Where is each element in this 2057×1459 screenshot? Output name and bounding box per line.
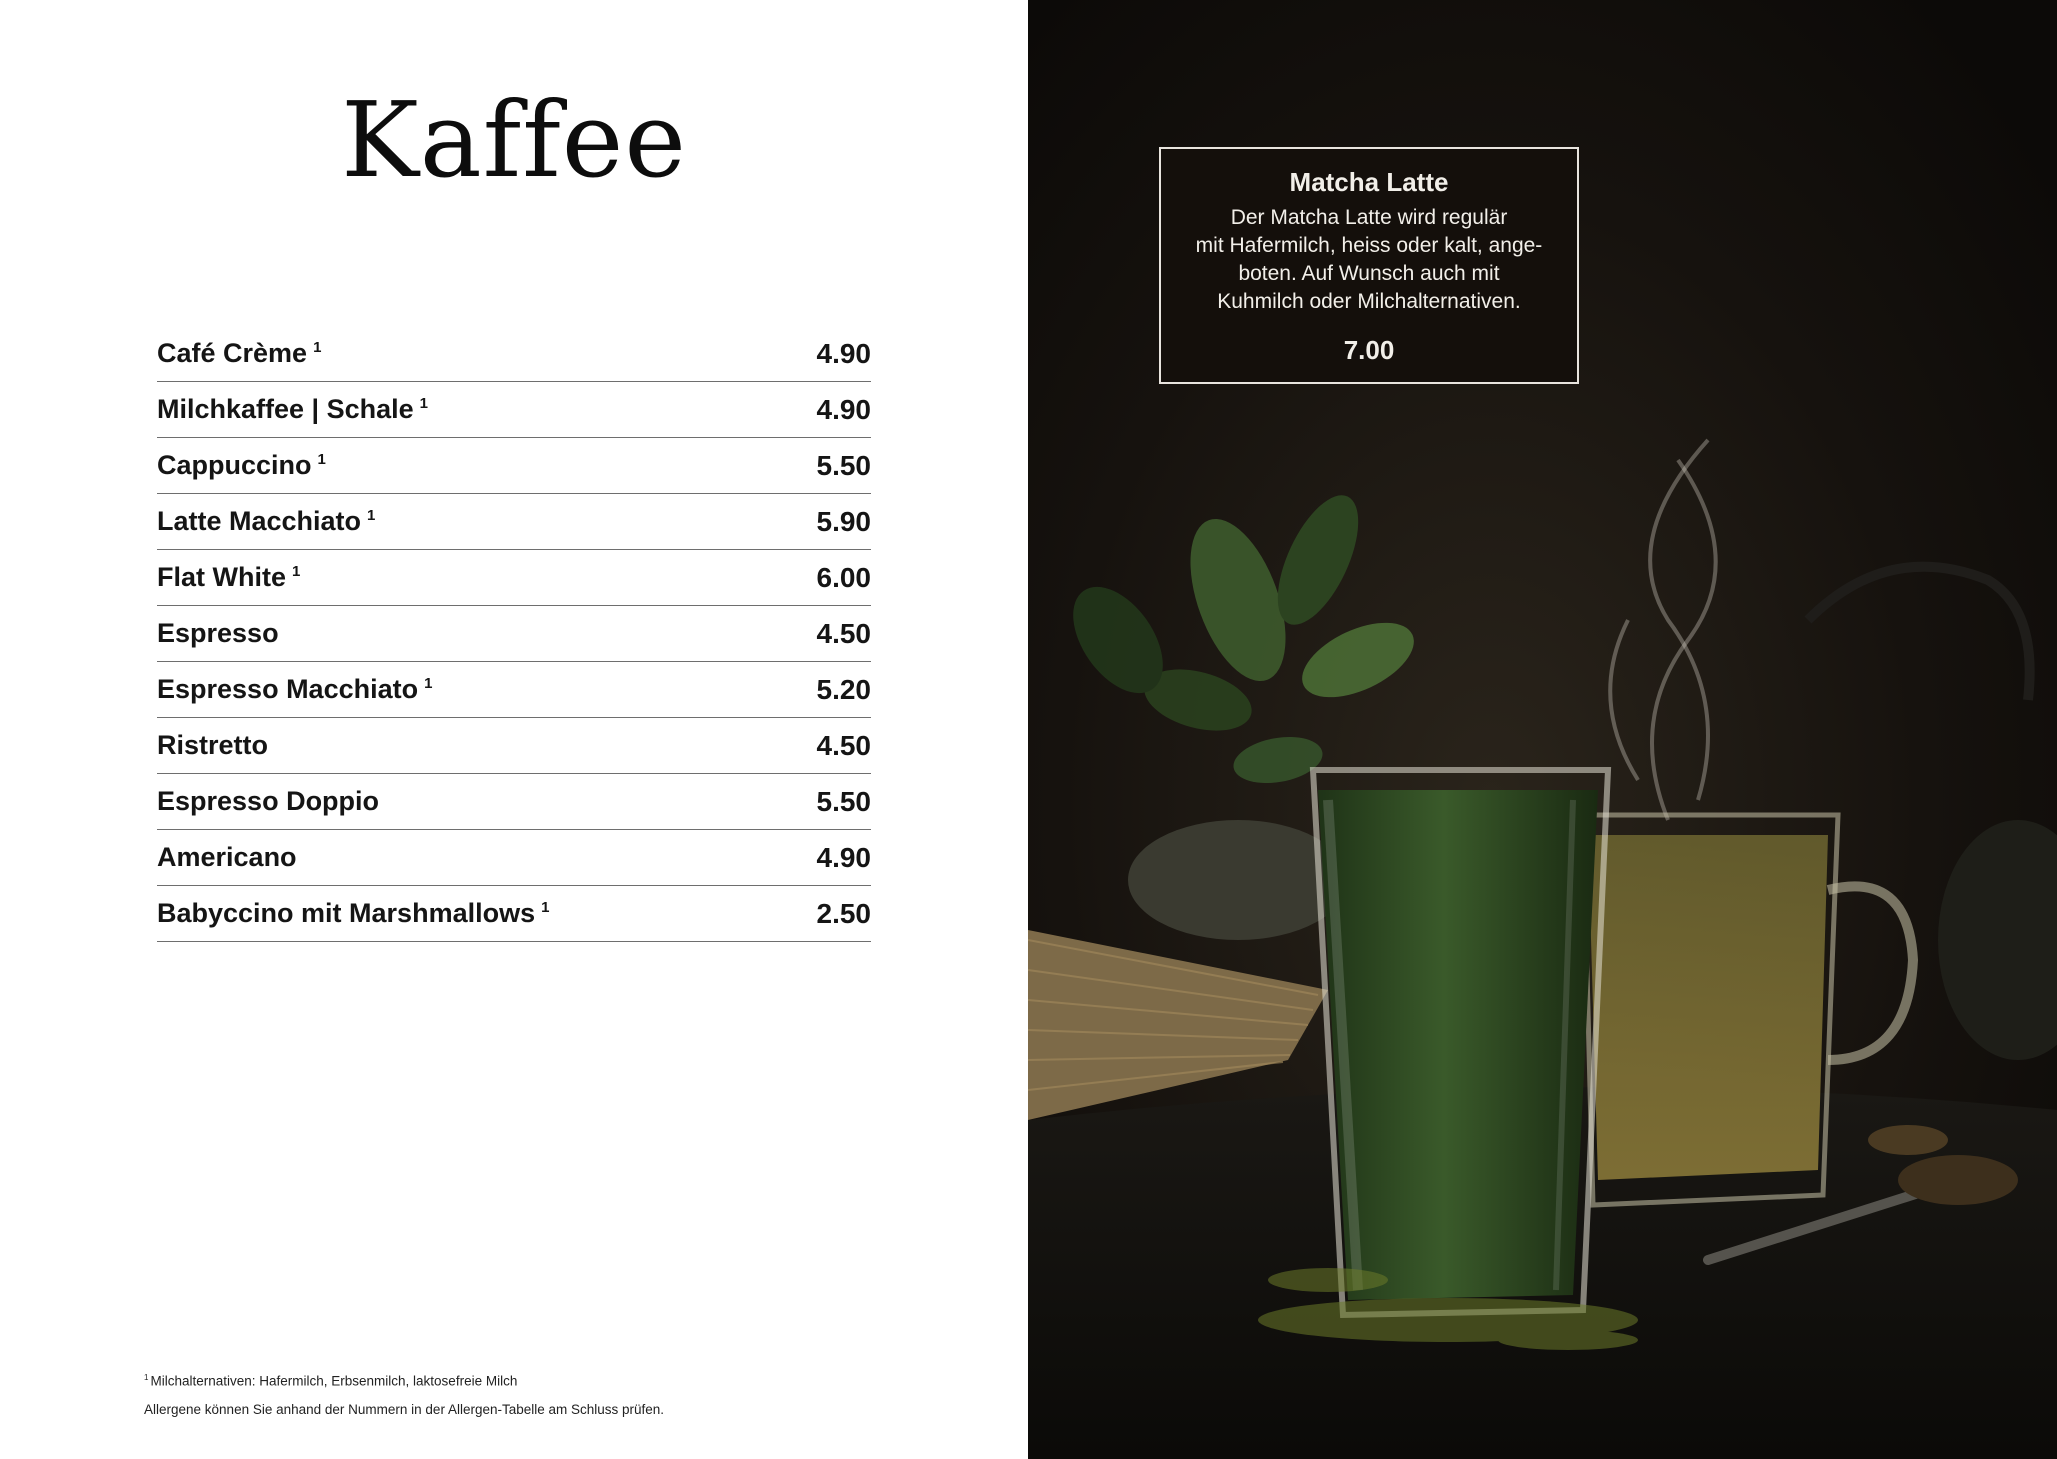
menu-item xyxy=(157,606,871,662)
menu-item xyxy=(157,438,871,494)
menu-item xyxy=(157,550,871,606)
footnote-marker: 1 xyxy=(419,395,429,412)
menu-item-price: 4.50 xyxy=(816,617,871,649)
footnote-marker: 1 xyxy=(541,899,550,916)
feature-description: Der Matcha Latte wird regulär mit Hafermilch, heiss oder kalt, ange- boten. Auf Wunsch auch mit Kuhmilch oder Milchalternativen. xyxy=(1195,206,1543,313)
menu-item-name: Babyccino mit Marshmallows $^1$ xyxy=(157,898,550,928)
footnote-marker: 1 xyxy=(144,1373,149,1382)
menu-item-name: Americano xyxy=(157,842,297,872)
menu-item-price: 4.50 xyxy=(816,729,871,761)
menu-item-name: Espresso Macchiato $^1$ xyxy=(157,674,433,704)
footnote-marker: 1 xyxy=(424,675,433,692)
product-photo xyxy=(1028,0,2057,1459)
menu-item-name: Ristretto xyxy=(157,730,269,760)
menu-item-price: 5.50 xyxy=(816,785,871,817)
matcha-glass xyxy=(1313,770,1608,1315)
menu-item-price: 4.90 xyxy=(816,393,871,425)
menu-item-price: 4.90 xyxy=(816,337,871,369)
menu-item-price: 4.90 xyxy=(816,841,871,873)
menu-item xyxy=(157,718,871,774)
menu-page xyxy=(0,0,1028,1459)
menu-item-name: Espresso xyxy=(157,618,279,648)
footnote-marker: 1 xyxy=(313,339,322,356)
page-title: Kaffee xyxy=(341,79,687,201)
feature-title: Matcha Latte xyxy=(1289,167,1449,197)
menu-item xyxy=(157,774,871,830)
footnote-allergens: Allergene können Sie anhand der Nummern in der Allergen-Tabelle am Schluss prüfen. xyxy=(144,1401,665,1417)
footnote-milk-alternatives: $^1$ Milchalternativen: Hafermilch, Erbsenmilch, laktosefreie Milch xyxy=(144,1373,518,1389)
menu-item xyxy=(157,886,871,942)
footnote-marker: 1 xyxy=(317,451,326,468)
menu-item-price: 5.50 xyxy=(816,449,871,481)
menu-item xyxy=(157,326,871,382)
menu-item xyxy=(157,494,871,550)
menu-item-price: 5.20 xyxy=(816,673,871,705)
menu-item xyxy=(157,382,871,438)
menu-item xyxy=(157,830,871,886)
menu-item-name: Café Crème $^1$ xyxy=(157,338,322,368)
feature-price: 7.00 xyxy=(1343,335,1395,365)
menu-item xyxy=(157,662,871,718)
menu-item-name: Flat White $^1$ xyxy=(157,562,301,592)
feature-box xyxy=(1159,147,1579,384)
footnotes xyxy=(144,1364,664,1424)
menu-item-name: Cappuccino $^1$ xyxy=(157,450,326,480)
menu-item-name: Espresso Doppio xyxy=(157,786,380,816)
menu-item-price: 6.00 xyxy=(816,561,871,593)
menu-item-name: Milchkaffee | Schale $^1$ xyxy=(157,394,429,424)
menu-item-price: 5.90 xyxy=(816,505,871,537)
menu-item-price: 2.50 xyxy=(816,897,871,929)
menu-item-name: Latte Macchiato $^1$ xyxy=(157,506,376,536)
footnote-marker: 1 xyxy=(292,563,301,580)
coffee-menu-list xyxy=(157,326,871,942)
footnote-marker: 1 xyxy=(367,507,376,524)
